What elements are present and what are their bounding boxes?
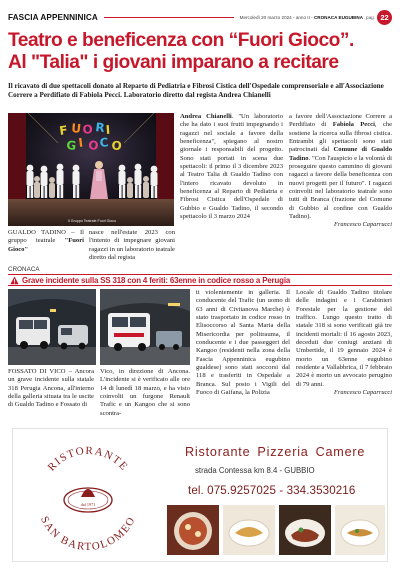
page-word: pag. [366,14,375,20]
svg-text:R: R [94,120,106,136]
article2-column-1: FOSSATO DI VICO – Ancora un grave incidente sulla statale 318 Perugia Ancona, all'interno della galleria situata tra le uscite di Gualdo Tadino e Fossato di [8,368,94,409]
restaurant-advertisement [12,428,388,562]
article2-column-3: ti violentemente in galleria. Il conducente del Trafic (un uomo di 63 anni di Civitanova Marche) è stato trasportato in codice rosso in Elisoccorso al Santa Maria della Misericordia per politrauma, il conducente e i due passeggeri del Kangoo (residenti nella zona della Fascia Appenninica eugubino gualdese) sono stati soccorsi dal 118 e trasferiti in Ospedale a Branca. Sul posto i Vigili del Fuoco di Gaifana, la Polizia [196,289,290,397]
article1-column-2: Andrea Chianelli. "Un laboratorio che ha dato i suoi frutti impegnando i ragazzi nel sociale a favore della beneficenza", spiegano al nostro giornale i responsabili del progetto. Sono stati portati in scena due spettacoli: il primo il 3 dicembre 2023 al Teatro Talia di Gualdo Tadino con l'intero ricavato devoluto in beneficenza al Reparto di Pediatria e Fibrosi Cistica dell'Ospedale di Gubbio e Gualdo Tadino, il secondo spettacolo il 3 marzo 2024 [180,113,283,221]
ad-title-word-2: Pizzeria [257,445,309,459]
article2-headline: Grave incidente sulla SS 318 con 4 feriti: 63enne in codice rosso a Perugia [22,275,291,285]
logo-text-bottom: SAN BARTOLOMEO [38,514,138,553]
article2-column-4: Locale di Gualdo Tadino titolare delle indagini e i Carabinieri Forestale per la gestione del traffico. Lungo questo tratto di statale 318 si sono verificati già tre incidenti mortali: il 16 agosto 2023, deceduti due coniugi anziani di Umbertide, il 19 gennaio 2024 è morto un 63enne eugubino residente a Vallabbrica, il 7 febbraio 2024 è morto un avvocato perugino di 79 anni. Francesco Caparrucci [296,289,392,397]
director-name: Andrea Chianelli [180,113,232,120]
warning-icon [10,276,19,285]
dateline [240,15,363,20]
logo-text-top: RISTORANTE [45,444,131,474]
article1-column-1a: GUALDO TADINO – Il gruppo teatrale "Fuori Gioco" [8,229,85,253]
accident-illustration [8,289,190,365]
dateline-section: CRONACA EUGUBINA [313,14,364,20]
article-headline [8,30,394,74]
dateline-text: Mercoledì 20 marzo 2024 - anno II - [239,14,314,20]
stage-illustration [8,113,174,226]
svg-text:O: O [110,138,123,154]
logo-since: dal 1971 [80,502,96,507]
svg-text:C: C [99,135,110,150]
article2-signature: Francesco Caparrucci [333,389,392,397]
food-photos [167,505,385,555]
page-number-badge: 22 [377,10,392,25]
headline-line-1: Teatro e beneficenza con “Fuori Gioco”. [8,30,354,51]
article2-headline-bar [8,274,392,286]
category-label: CRONACA [8,266,40,273]
theatre-group-photo [8,113,174,226]
svg-text:SAN BARTOLOMEO [38,514,138,553]
restaurant-logo [23,439,153,553]
ad-phone-numbers: tel. 075.9257025 - 334.3530216 [188,484,356,497]
headline-line-2: Al "Talia" i giovani imparano a recitare [8,52,339,73]
svg-text:G: G [65,138,77,154]
lead-place: GUALDO TADINO [8,229,66,236]
ad-title-word-3: Camere [315,445,366,459]
svg-text:F: F [58,122,69,138]
ad-title [185,445,385,459]
article1-column-3: a favore dell'Associazione Correre a Perdifiato di Fabiola Pecci, che sostiene la ricerca sulla fibrosi cistica. Entrambi gli spettacoli sono stati patrocinati dal Comune di Gualdo Tadino. "Con l'auspicio e la volontà di proseguire questo cammino di giovani ragazzi a favore della beneficenza con nuovi progetti per il futuro". I ragazzi coinvolti nel laboratorio teatrale sono tutti di Branca (frazione del Comune di Gubbio al confine con Gualdo Tadino). Francesco Caparrucci [289,113,393,229]
article-summary: Il ricavato di due spettacoli donato al Reparto di Pediatria e Fibrosi Cistica dell'Ospedale comprensoriale e all'Associazione Correre a Perdifiato di Fabiola Pecci. Laboratorio diretto dal regista Andrea Chianelli [8,82,384,100]
page-header [8,9,392,25]
photo-caption: Il Gruppo Teatrale Fuori Gioco [68,219,117,223]
section-name: FASCIA APPENNINICA [8,12,98,22]
article1-column-1b: nasce nell'estate 2023 con l'intento di impegnare giovani ragazzi in un laboratorio teatrale diretto dal regista [89,229,175,262]
svg-text:O: O [87,138,100,153]
svg-text:RISTORANTE [46,445,131,474]
header-rule [104,17,234,18]
article1-signature: Francesco Caparrucci [333,221,392,229]
svg-text:I: I [105,122,111,137]
ad-address: strada Contessa km 8.4 - GUBBIO [195,466,315,475]
svg-text:U: U [70,121,82,136]
svg-text:O: O [81,121,94,137]
article2-column-2: Vico, in direzione di Ancona. L'incidente si è verificato alle ore 14 di lunedì 18 marzo, e ha visto coinvolti un furgone Renault Trafic e un Kangoo che si sono scontra- [100,368,190,417]
accident-photos [8,289,190,365]
svg-text:I: I [77,135,84,150]
ad-title-word-1: Ristorante [185,445,251,459]
